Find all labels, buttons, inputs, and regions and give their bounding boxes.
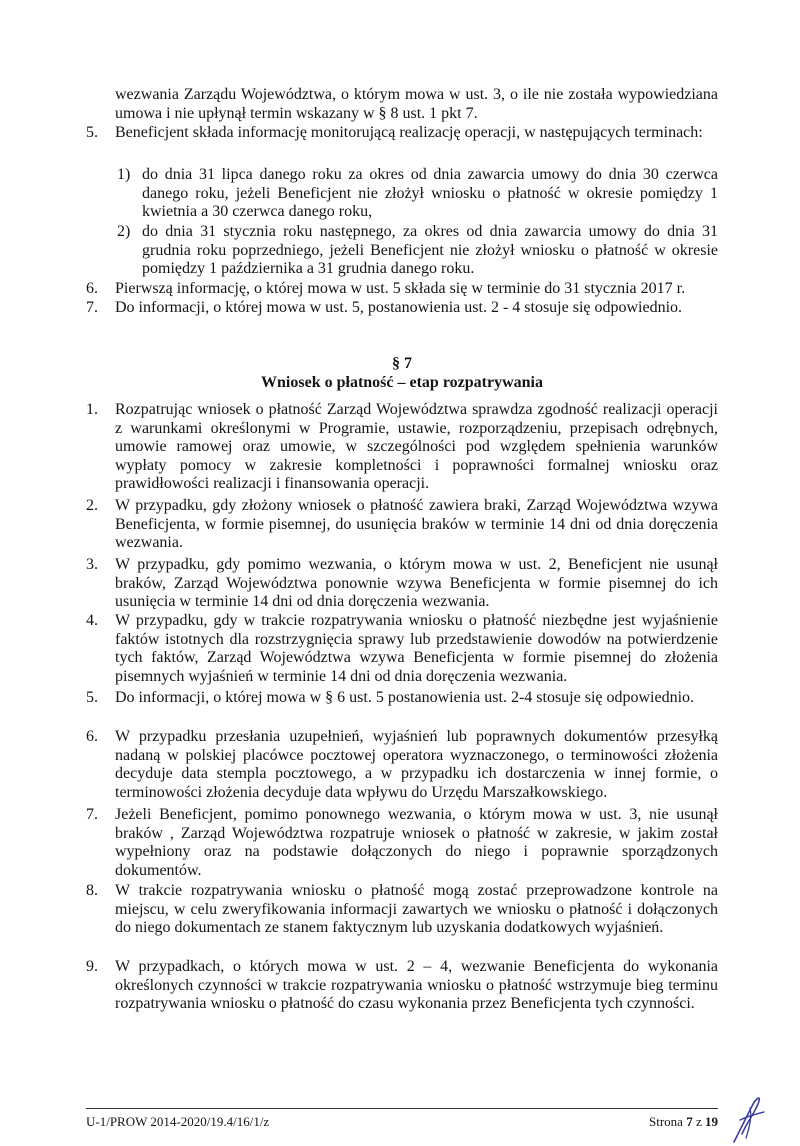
list-item (86, 280, 718, 299)
item-text: Do informacji, o której mowa w ust. 5, postanowienia ust. 2 - 4 stosuje się odpowiednio. (115, 299, 683, 316)
item-text: Pierwszą informację, o której mowa w ust. 5 składa się w terminie do 31 stycznia 2017 r. (115, 280, 686, 297)
item-number: 7. (86, 806, 98, 823)
item-number: 3. (86, 556, 98, 573)
list-item (86, 299, 718, 318)
page-indicator (649, 1114, 718, 1130)
item-text: Rozpatrując wniosek o płatność Zarząd Województwa sprawdza zgodność realizacji operacji z warunkami określonymi w Programie, ustawie, rozporządzeniu, przepisach odrębnych, umowie ramowej oraz umowie, w szczególności pod względem spełnienia warunków wypłaty pomocy w zakresie kompletności i poprawności formalnej wniosku oraz prawidłowości realizacji i finansowania operacji. (115, 401, 718, 493)
list-item (86, 728, 718, 802)
item-number: 6. (86, 728, 98, 745)
list-item (86, 958, 718, 1014)
list-item (86, 689, 718, 708)
item-text: Do informacji, o której mowa w § 6 ust. 5 postanowienia ust. 2-4 stosuje się odpowiednio. (115, 689, 695, 706)
page-separator: z (692, 1114, 705, 1129)
item-number: 4. (86, 612, 98, 629)
footer-divider (86, 1108, 718, 1109)
list-item (86, 806, 718, 880)
item-text: Jeżeli Beneficjent, pomimo ponownego wezwania, o którym mowa w ust. 3, nie usunął braków , Zarząd Województwa rozpatruje wniosek o płatność w zakresie, w jakim został wypełniony oraz na podstawie dołączonych do niego i poprawnie sporządzonych dokumentów. (115, 806, 718, 879)
page-current: 7 (686, 1114, 693, 1129)
document-id: U-1/PROW 2014-2020/19.4/16/1/z (86, 1114, 270, 1129)
intro-continuation (115, 86, 718, 123)
sub-list-item (117, 166, 718, 222)
list-item (86, 882, 718, 938)
item-text: Beneficjent składa informację monitorującą realizację operacji, w następujących terminach: (115, 124, 703, 141)
item-number: 2. (86, 497, 98, 514)
paragraph-sign: § 7 (392, 355, 412, 372)
page-total: 19 (705, 1114, 718, 1129)
section-title: Wniosek o płatność – etap rozpatrywania (261, 374, 543, 391)
sub-item-text: do dnia 31 stycznia roku następnego, za okres od dnia zawarcia umowy do dnia 31 grudnia roku poprzedniego, jeżeli Beneficjent nie złożył wniosku o płatność w okresie pomiędzy 1 października a 31 grudnia danego roku. (142, 223, 718, 278)
intro-text: wezwania Zarządu Województwa, o którym mowa w ust. 3, o ile nie została wypowiedziana umowa i nie upłynął termin wskazany w § 8 ust. 1 pkt 7. (115, 86, 718, 122)
sub-item-number: 2) (117, 223, 131, 240)
item-number: 7. (86, 299, 98, 316)
item-number: 6. (86, 280, 98, 297)
item-text: W przypadku przesłania uzupełnień, wyjaśnień lub poprawnych dokumentów przesyłką nadaną w polskiej placówce pocztowej operatora wyznaczonego, o terminowości złożenia decyduje data stempla pocztowego, a w przypadku ich dostarczenia w innej formie, o terminowości złożenia decyduje data wpływu do Urzędu Marszałkowskiego. (115, 728, 718, 801)
page-prefix: Strona (649, 1114, 687, 1129)
sub-item-number: 1) (117, 166, 131, 183)
list-item (86, 497, 718, 553)
sub-list-item (117, 223, 718, 279)
list-item (86, 556, 718, 612)
item-text: W przypadku, gdy złożony wniosek o płatność zawiera braki, Zarząd Województwa wzywa Beneficjenta, w formie pisemnej, do usunięcia braków w terminie 14 dni od dnia doręczenia wezwania. (115, 497, 718, 552)
signature-icon (728, 1090, 768, 1146)
list-item (86, 124, 718, 143)
item-text: W przypadku, gdy w trakcie rozpatrywania wniosku o płatność niezbędne jest wyjaśnienie faktów istotnych dla rozstrzygnięcia sprawy lub przedstawienie dowodów na potwierdzenie tych faktów, Zarząd Województwa wzywa Beneficjenta w formie pisemnej do złożenia pisemnych wyjaśnień w terminie 14 dni od dnia doręczenia wezwania. (115, 612, 718, 685)
item-number: 9. (86, 958, 98, 975)
item-number: 5. (86, 689, 98, 706)
item-text: W przypadkach, o których mowa w ust. 2 – 4, wezwanie Beneficjenta do wykonania określonych czynności w trakcie rozpatrywania wniosku o płatność wstrzymuje bieg terminu rozpatrywania wniosku o płatność do czasu wykonania przez Beneficjenta tych czynności. (115, 958, 718, 1013)
list-item (86, 612, 718, 686)
item-number: 1. (86, 401, 98, 418)
item-number: 8. (86, 882, 98, 899)
list-item (86, 401, 718, 494)
item-text: W przypadku, gdy pomimo wezwania, o którym mowa w ust. 2, Beneficjent nie usunął braków, Zarząd Województwa ponownie wzywa Beneficjenta w formie pisemnej do ich usunięcia w terminie 14 dni od dnia doręczenia wezwania. (115, 556, 718, 611)
item-number: 5. (86, 124, 98, 141)
item-text: W trakcie rozpatrywania wniosku o płatność mogą zostać przeprowadzone kontrole na miejscu, w celu zweryfikowania informacji zawartych we wniosku o płatność i dołączonych do niego dokumentach ze stanem faktycznym lub uzyskania dodatkowych wyjaśnień. (115, 882, 718, 937)
sub-item-text: do dnia 31 lipca danego roku za okres od dnia zawarcia umowy do dnia 30 czerwca danego roku, jeżeli Beneficjent nie złożył wniosku o płatność w okresie pomiędzy 1 kwietnia a 30 czerwca danego roku, (142, 166, 718, 221)
